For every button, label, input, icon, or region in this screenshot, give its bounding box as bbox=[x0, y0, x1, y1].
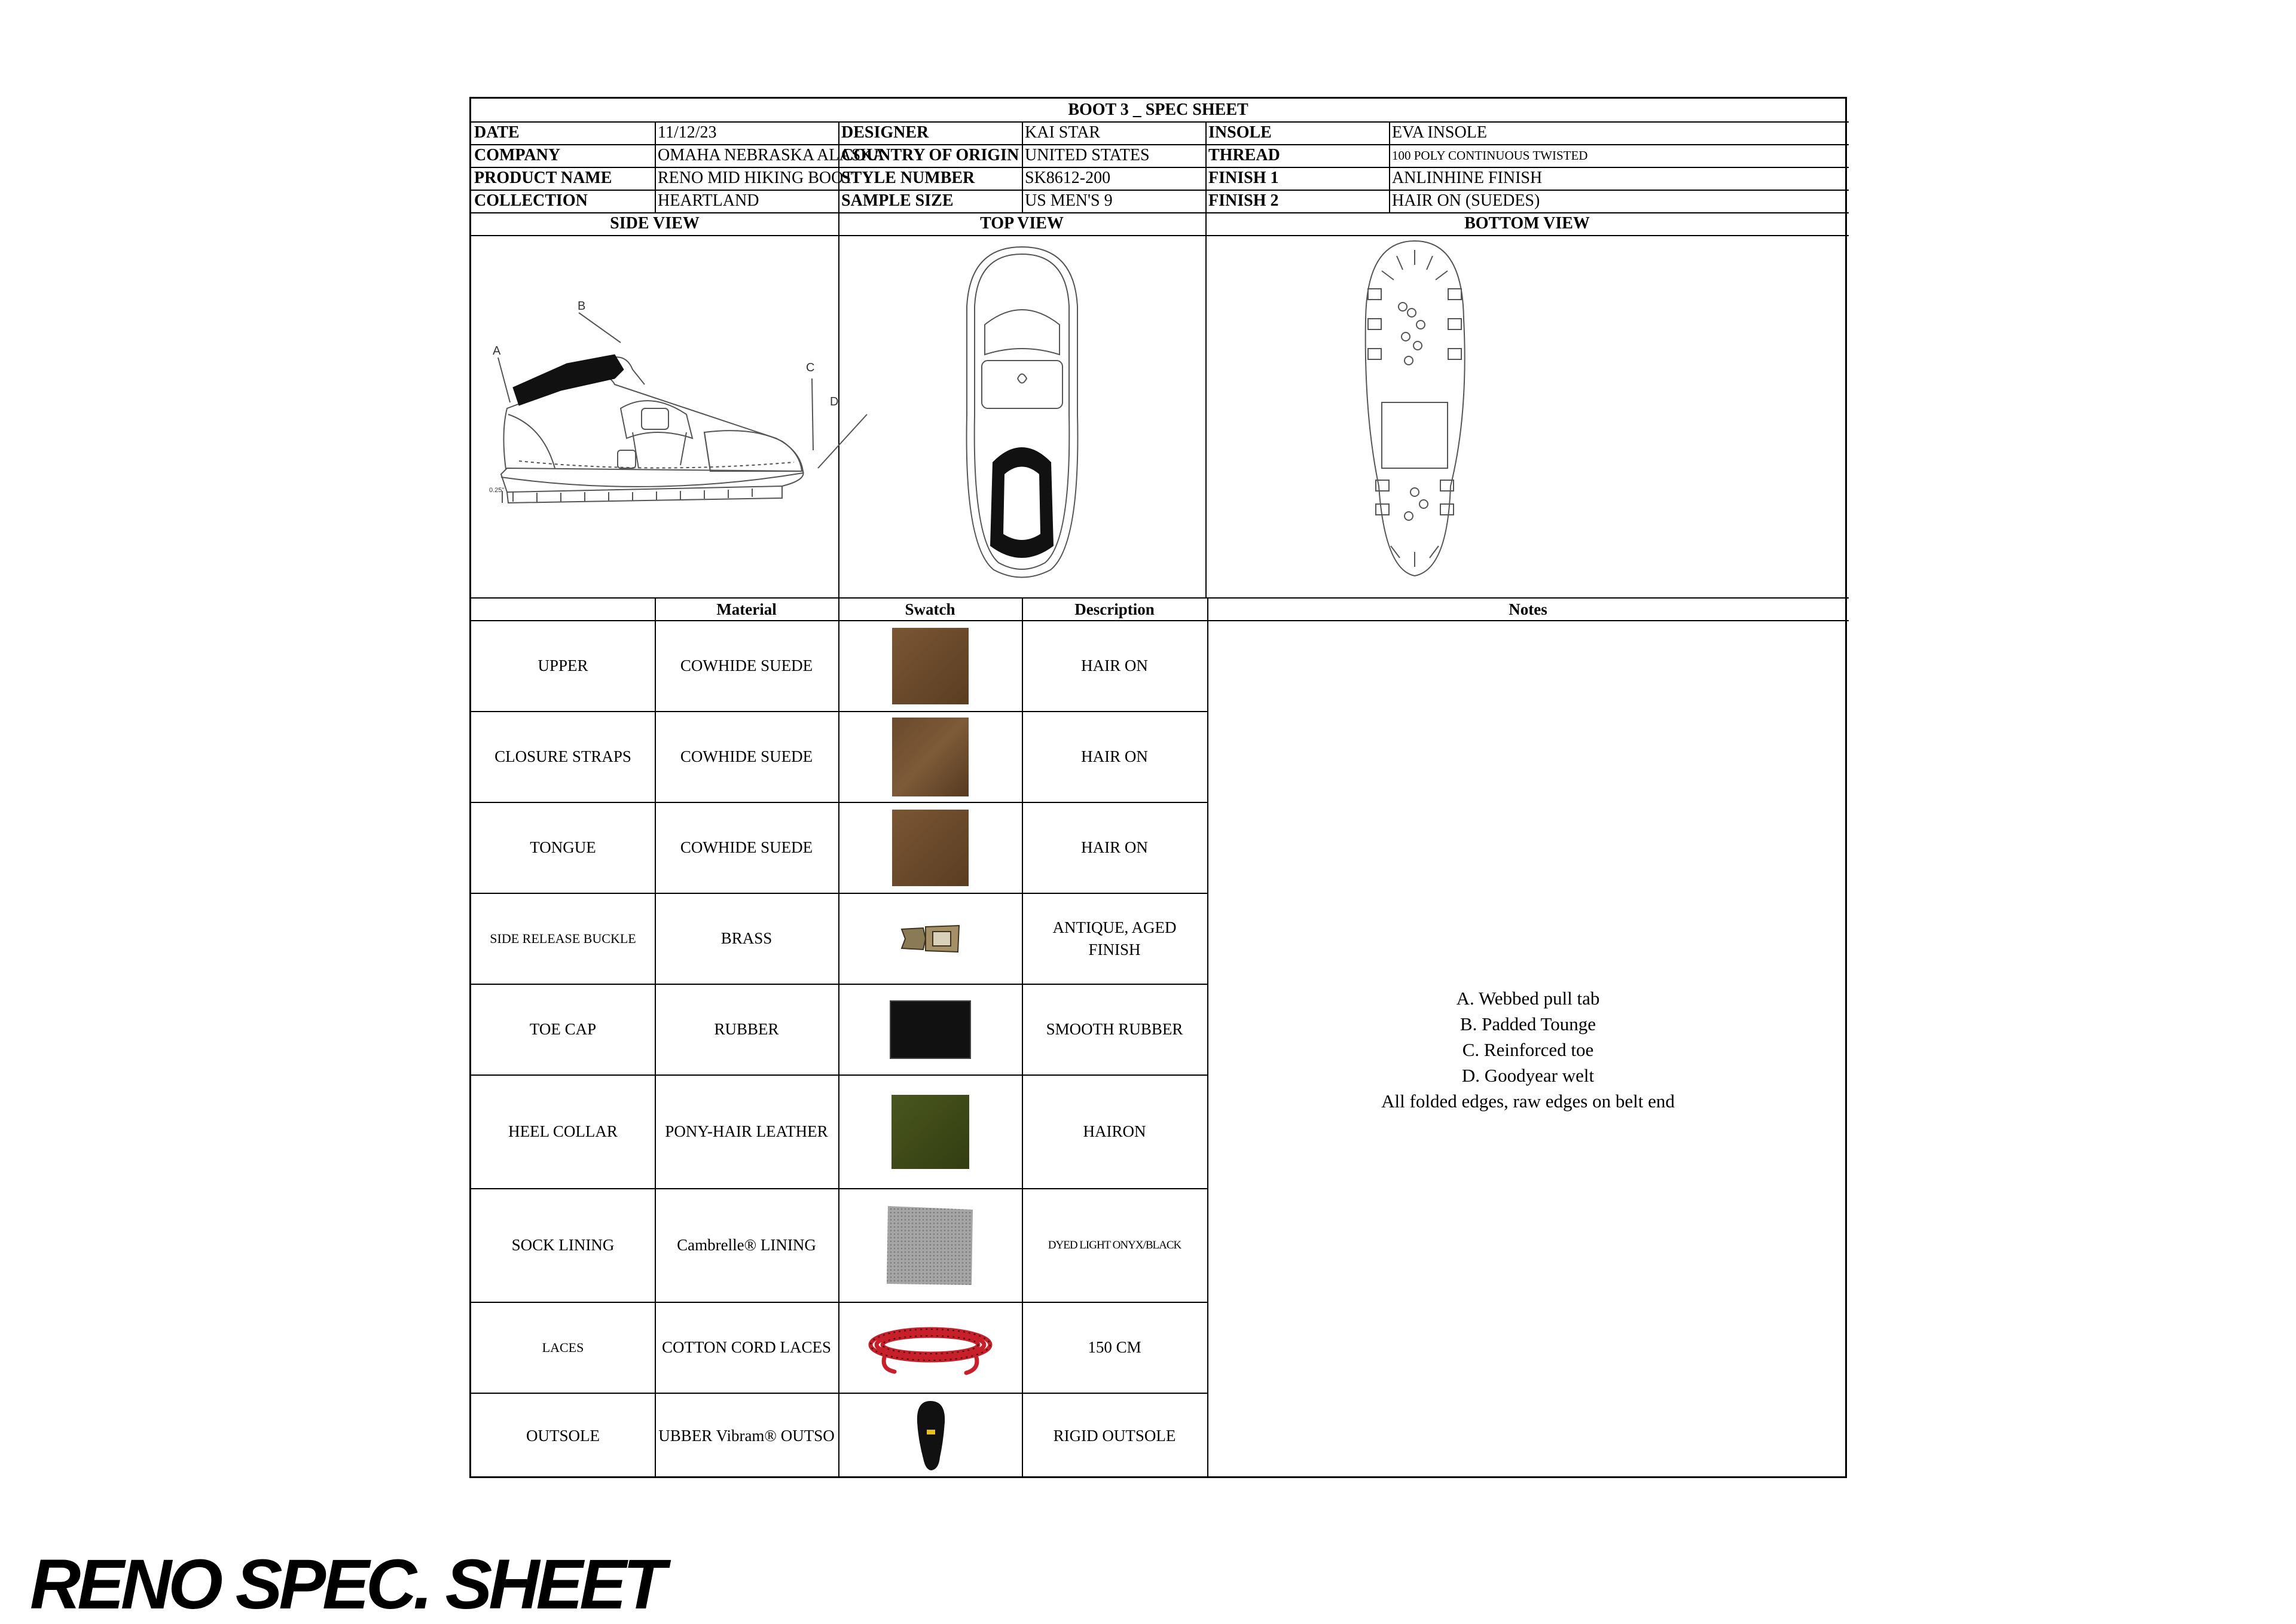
collection-label: COLLECTION bbox=[474, 191, 588, 210]
side-view-drawing bbox=[471, 235, 838, 597]
company-label: COMPANY bbox=[474, 146, 561, 164]
finish-1-label: FINISH 1 bbox=[1208, 169, 1279, 187]
side-view-label: SIDE VIEW bbox=[610, 214, 700, 233]
description-side-release-buckle: ANTIQUE, AGED FINISH bbox=[1052, 918, 1177, 958]
swatch-header: Swatch bbox=[905, 600, 955, 618]
sample-size-label: SAMPLE SIZE bbox=[841, 191, 954, 210]
country-of-origin-value: UNITED STATES bbox=[1025, 146, 1150, 164]
product-name-value: RENO MID HIKING BOOT bbox=[658, 169, 854, 187]
notes-panel bbox=[1207, 621, 1849, 1478]
finish-1-value: ANLINHINE FINISH bbox=[1392, 169, 1543, 187]
note-item: C. Reinforced toe bbox=[1462, 1039, 1594, 1060]
green-ponyhair-swatch-icon bbox=[891, 1095, 969, 1169]
note-item: All folded edges, raw edges on belt end bbox=[1381, 1090, 1675, 1112]
material-header: Material bbox=[716, 600, 777, 618]
vibram-sole-icon bbox=[912, 1399, 948, 1473]
part-toe-cap: TOE CAP bbox=[529, 1020, 597, 1038]
part-outsole: OUTSOLE bbox=[526, 1426, 600, 1445]
part-heel-collar: HEEL COLLAR bbox=[508, 1122, 618, 1140]
sheet-title: BOOT 3 _ SPEC SHEET bbox=[1068, 100, 1248, 119]
red-laces-icon bbox=[862, 1318, 999, 1378]
callout-a: A bbox=[493, 344, 501, 358]
note-item: A. Webbed pull tab bbox=[1456, 987, 1600, 1009]
swatch-tongue bbox=[838, 802, 1022, 893]
designer-value: KAI STAR bbox=[1025, 123, 1101, 142]
notes-header: Notes bbox=[1509, 600, 1547, 618]
bottom-view-label: BOTTOM VIEW bbox=[1464, 214, 1590, 233]
bottom-view-drawing bbox=[1205, 235, 1849, 597]
part-sock-lining: SOCK LINING bbox=[511, 1236, 615, 1254]
notes-list bbox=[1381, 985, 1675, 1114]
material-sock-lining: Cambrelle® LINING bbox=[677, 1236, 816, 1254]
part-tongue: TONGUE bbox=[530, 838, 596, 856]
designer-label: DESIGNER bbox=[841, 123, 929, 142]
swatch-sock-lining bbox=[838, 1189, 1022, 1302]
thread-value: 100 POLY CONTINUOUS TWISTED bbox=[1392, 148, 1588, 163]
description-laces: 150 CM bbox=[1088, 1338, 1141, 1356]
description-header: Description bbox=[1074, 600, 1155, 618]
swatch-closure-straps bbox=[838, 712, 1022, 802]
collection-value: HEARTLAND bbox=[658, 191, 759, 210]
thread-label: THREAD bbox=[1208, 146, 1280, 164]
description-sock-lining: DYED LIGHT ONYX/BLACK bbox=[1048, 1238, 1181, 1251]
note-item: B. Padded Tounge bbox=[1460, 1013, 1596, 1034]
brown-suede-swatch-icon bbox=[892, 810, 969, 886]
top-view-drawing bbox=[838, 235, 1205, 597]
insole-value: EVA INSOLE bbox=[1392, 123, 1487, 142]
date-value: 11/12/23 bbox=[658, 123, 717, 142]
date-label: DATE bbox=[474, 123, 520, 142]
material-upper: COWHIDE SUEDE bbox=[680, 657, 813, 674]
description-closure-straps: HAIR ON bbox=[1081, 747, 1148, 765]
product-name-label: PRODUCT NAME bbox=[474, 169, 612, 187]
callout-b: B bbox=[578, 300, 586, 313]
country-of-origin-label: COUNTRY OF ORIGIN bbox=[841, 146, 1019, 164]
swatch-laces bbox=[838, 1302, 1022, 1393]
company-value: OMAHA NEBRASKA ALASKA bbox=[658, 146, 885, 164]
material-closure-straps: COWHIDE SUEDE bbox=[680, 747, 813, 765]
footer-title: RENO SPEC. SHEET bbox=[30, 1545, 663, 1624]
brown-suede-swatch-icon bbox=[892, 718, 969, 796]
description-heel-collar: HAIRON bbox=[1083, 1122, 1146, 1140]
measure-label: 0.25" bbox=[489, 487, 505, 494]
swatch-upper bbox=[838, 621, 1022, 711]
swatch-outsole bbox=[838, 1393, 1022, 1478]
swatch-side-release-buckle bbox=[838, 893, 1022, 984]
swatch-heel-collar bbox=[838, 1075, 1022, 1188]
sample-size-value: US MEN'S 9 bbox=[1025, 191, 1113, 210]
material-toe-cap: RUBBER bbox=[714, 1020, 779, 1038]
description-toe-cap: SMOOTH RUBBER bbox=[1046, 1020, 1183, 1038]
finish-2-value: HAIR ON (SUEDES) bbox=[1392, 191, 1540, 210]
insole-label: INSOLE bbox=[1208, 123, 1272, 142]
style-number-label: STYLE NUMBER bbox=[841, 169, 975, 187]
callout-c: C bbox=[806, 361, 815, 374]
description-outsole: RIGID OUTSOLE bbox=[1053, 1426, 1176, 1445]
note-item: D. Goodyear welt bbox=[1461, 1064, 1595, 1086]
brass-buckle-icon bbox=[899, 923, 961, 954]
part-closure-straps: CLOSURE STRAPS bbox=[494, 747, 631, 765]
part-side-release-buckle: SIDE RELEASE BUCKLE bbox=[490, 930, 636, 946]
part-laces: LACES bbox=[542, 1339, 584, 1355]
part-upper: UPPER bbox=[538, 657, 588, 674]
finish-2-label: FINISH 2 bbox=[1208, 191, 1279, 210]
description-tongue: HAIR ON bbox=[1081, 838, 1148, 856]
style-number-value: SK8612-200 bbox=[1025, 169, 1111, 187]
grey-mesh-swatch-icon bbox=[886, 1204, 975, 1287]
top-view-label: TOP VIEW bbox=[980, 214, 1064, 233]
material-outsole: UBBER Vibram® OUTSO bbox=[658, 1426, 835, 1445]
black-rubber-swatch-icon bbox=[890, 1001, 970, 1058]
material-tongue: COWHIDE SUEDE bbox=[680, 838, 813, 856]
spec-sheet bbox=[469, 97, 1847, 1478]
swatch-toe-cap bbox=[838, 984, 1022, 1074]
material-heel-collar: PONY-HAIR LEATHER bbox=[665, 1122, 828, 1140]
material-laces: COTTON CORD LACES bbox=[661, 1338, 832, 1356]
brown-suede-swatch-icon bbox=[892, 628, 969, 704]
material-side-release-buckle: BRASS bbox=[720, 929, 773, 947]
callout-d: D bbox=[830, 395, 839, 408]
description-upper: HAIR ON bbox=[1081, 657, 1148, 674]
